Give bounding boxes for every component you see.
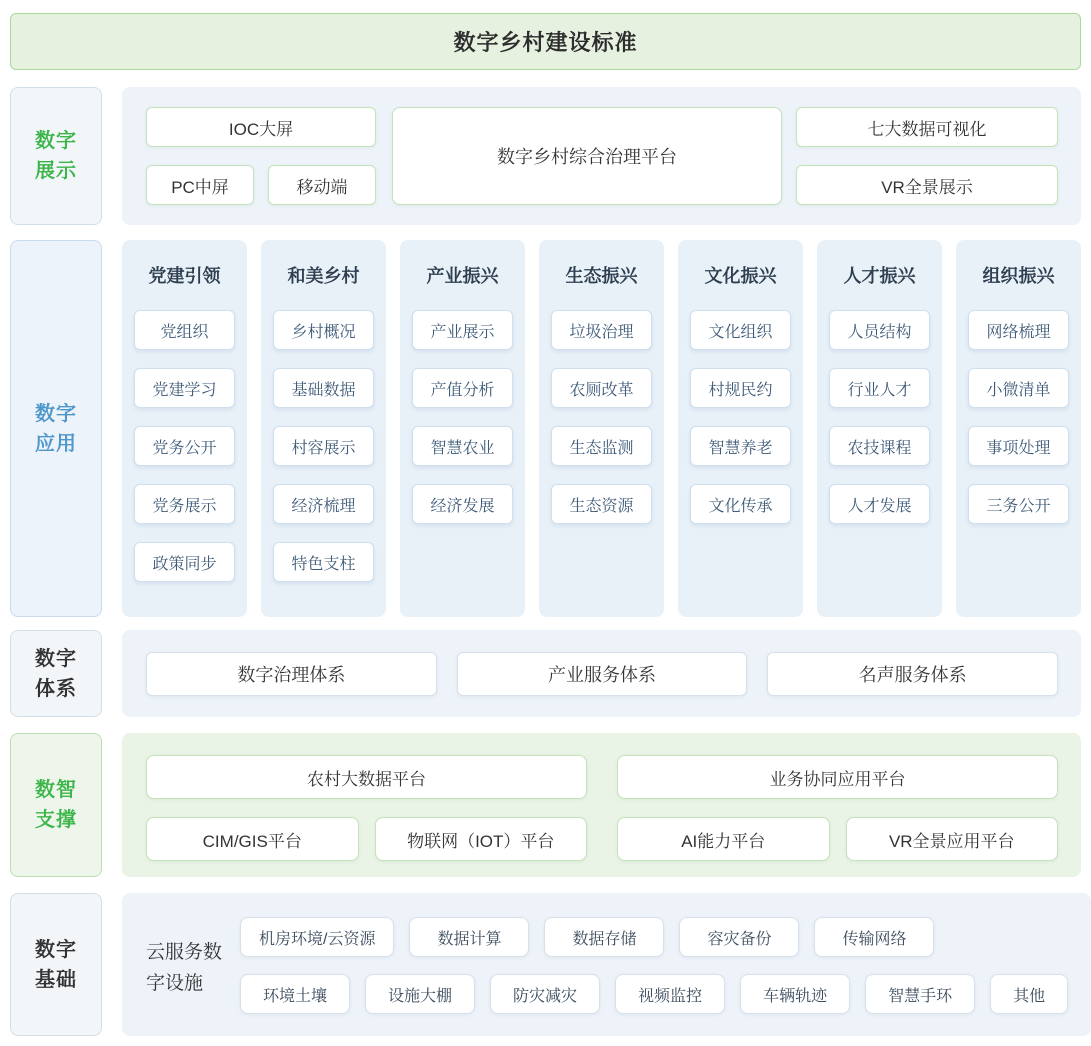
app-card: 党务展示 xyxy=(134,484,235,524)
app-card: 党建学习 xyxy=(134,368,235,408)
digital-support-label xyxy=(10,733,102,877)
digital-system-panel xyxy=(122,630,1081,717)
app-card: 小微清单 xyxy=(968,368,1069,408)
card-rural-bigdata-platform: 农村大数据平台 xyxy=(146,755,587,799)
card-digital-governance-system: 数字治理体系 xyxy=(146,652,437,696)
app-card: 垃圾治理 xyxy=(551,310,652,350)
application-columns xyxy=(122,240,1081,617)
app-column-ecology-revitalization xyxy=(539,240,664,617)
foundation-row-2 xyxy=(240,974,1068,1014)
support-subrow xyxy=(617,817,1058,861)
digital-system-label xyxy=(10,630,102,717)
digital-support-panel xyxy=(122,733,1081,877)
app-card: 经济发展 xyxy=(412,484,513,524)
app-card: 智慧农业 xyxy=(412,426,513,466)
support-group-collaboration xyxy=(617,755,1058,861)
app-card: 三务公开 xyxy=(968,484,1069,524)
app-column-header: 生态振兴 xyxy=(565,266,638,286)
app-card: 行业人才 xyxy=(829,368,930,408)
digital-foundation-panel xyxy=(122,893,1091,1036)
card-disaster-recovery-backup: 容灾备份 xyxy=(679,917,799,957)
app-card: 经济梳理 xyxy=(273,484,374,524)
support-subrow xyxy=(146,817,587,861)
label-line: 体系 xyxy=(35,677,77,700)
app-column-header: 人才振兴 xyxy=(843,266,916,286)
app-column-header: 产业振兴 xyxy=(426,266,499,286)
section-digital-system xyxy=(10,630,1081,717)
label-line: 数字 xyxy=(35,402,77,425)
app-column-header: 和美乡村 xyxy=(287,266,360,286)
card-industry-service-system: 产业服务体系 xyxy=(457,652,748,696)
card-video-surveillance: 视频监控 xyxy=(615,974,725,1014)
digital-display-panel xyxy=(122,87,1081,225)
card-ioc-big-screen: IOC大屏 xyxy=(146,107,376,147)
app-card: 政策同步 xyxy=(134,542,235,582)
card-business-collaboration-platform: 业务协同应用平台 xyxy=(617,755,1058,799)
display-left-group xyxy=(146,107,376,205)
cloud-facilities-group-label: 云服务数字设施 xyxy=(146,941,223,994)
app-card: 人员结构 xyxy=(829,310,930,350)
card-other: 其他 xyxy=(990,974,1068,1014)
page-title: 数字乡村建设标准 xyxy=(10,13,1081,70)
section-digital-application xyxy=(10,240,1081,617)
card-smart-wristband: 智慧手环 xyxy=(865,974,975,1014)
label-line: 应用 xyxy=(35,432,77,455)
app-column-culture-revitalization xyxy=(678,240,803,617)
display-right-group xyxy=(796,107,1058,205)
section-digital-foundation xyxy=(10,893,1081,1036)
app-card: 乡村概况 xyxy=(273,310,374,350)
app-card: 生态资源 xyxy=(551,484,652,524)
card-vr-panorama-display: VR全景展示 xyxy=(796,165,1058,205)
app-card: 文化传承 xyxy=(690,484,791,524)
app-card: 农厕改革 xyxy=(551,368,652,408)
label-line: 展示 xyxy=(35,160,77,182)
app-card: 农技课程 xyxy=(829,426,930,466)
card-data-computing: 数据计算 xyxy=(409,917,529,957)
label-line: 数字 xyxy=(35,130,77,152)
section-digital-display xyxy=(10,87,1081,225)
foundation-rows xyxy=(240,917,1068,1018)
card-server-room-cloud-resources: 机房环境/云资源 xyxy=(240,917,394,957)
app-column-header: 文化振兴 xyxy=(704,266,777,286)
support-group-bigdata xyxy=(146,755,587,861)
app-card: 文化组织 xyxy=(690,310,791,350)
card-facility-greenhouse: 设施大棚 xyxy=(365,974,475,1014)
app-column-header: 组织振兴 xyxy=(982,266,1055,286)
app-column-header: 党建引领 xyxy=(148,266,221,286)
card-pc-screen: PC中屏 xyxy=(146,165,254,205)
app-card: 特色支柱 xyxy=(273,542,374,582)
app-column-talent-revitalization xyxy=(817,240,942,617)
app-card: 村容展示 xyxy=(273,426,374,466)
label-line: 数字 xyxy=(35,647,77,670)
card-vehicle-tracking: 车辆轨迹 xyxy=(740,974,850,1014)
label-line: 支撑 xyxy=(35,809,77,831)
label-line: 基础 xyxy=(35,968,77,991)
app-card: 产值分析 xyxy=(412,368,513,408)
card-transmission-network: 传输网络 xyxy=(814,917,934,957)
app-card: 党务公开 xyxy=(134,426,235,466)
card-iot-platform: 物联网（IOT）平台 xyxy=(375,817,588,861)
app-column-organization-revitalization xyxy=(956,240,1081,617)
card-disaster-prevention: 防灾减灾 xyxy=(490,974,600,1014)
label-line: 数字 xyxy=(35,938,77,961)
app-card: 智慧养老 xyxy=(690,426,791,466)
card-environment-soil: 环境土壤 xyxy=(240,974,350,1014)
app-card: 网络梳理 xyxy=(968,310,1069,350)
app-column-harmonious-village xyxy=(261,240,386,617)
card-data-visualization: 七大数据可视化 xyxy=(796,107,1058,147)
app-card: 人才发展 xyxy=(829,484,930,524)
app-card: 事项处理 xyxy=(968,426,1069,466)
card-ai-capability-platform: AI能力平台 xyxy=(617,817,830,861)
display-left-bottom xyxy=(146,165,376,205)
foundation-row-1 xyxy=(240,917,1068,957)
digital-application-label xyxy=(10,240,102,617)
card-mobile-terminal: 移动端 xyxy=(268,165,376,205)
card-data-storage: 数据存储 xyxy=(544,917,664,957)
digital-foundation-label xyxy=(10,893,102,1036)
card-comprehensive-governance-platform: 数字乡村综合治理平台 xyxy=(392,107,782,205)
card-reputation-service-system: 名声服务体系 xyxy=(767,652,1058,696)
app-card: 村规民约 xyxy=(690,368,791,408)
card-cim-gis-platform: CIM/GIS平台 xyxy=(146,817,359,861)
section-digital-intelligence-support xyxy=(10,733,1081,877)
app-card: 党组织 xyxy=(134,310,235,350)
app-column-industry-revitalization xyxy=(400,240,525,617)
app-column-party-building xyxy=(122,240,247,617)
card-vr-panorama-app-platform: VR全景应用平台 xyxy=(846,817,1059,861)
digital-display-label xyxy=(10,87,102,225)
label-line: 数智 xyxy=(35,779,77,801)
app-card: 生态监测 xyxy=(551,426,652,466)
app-card: 基础数据 xyxy=(273,368,374,408)
app-card: 产业展示 xyxy=(412,310,513,350)
